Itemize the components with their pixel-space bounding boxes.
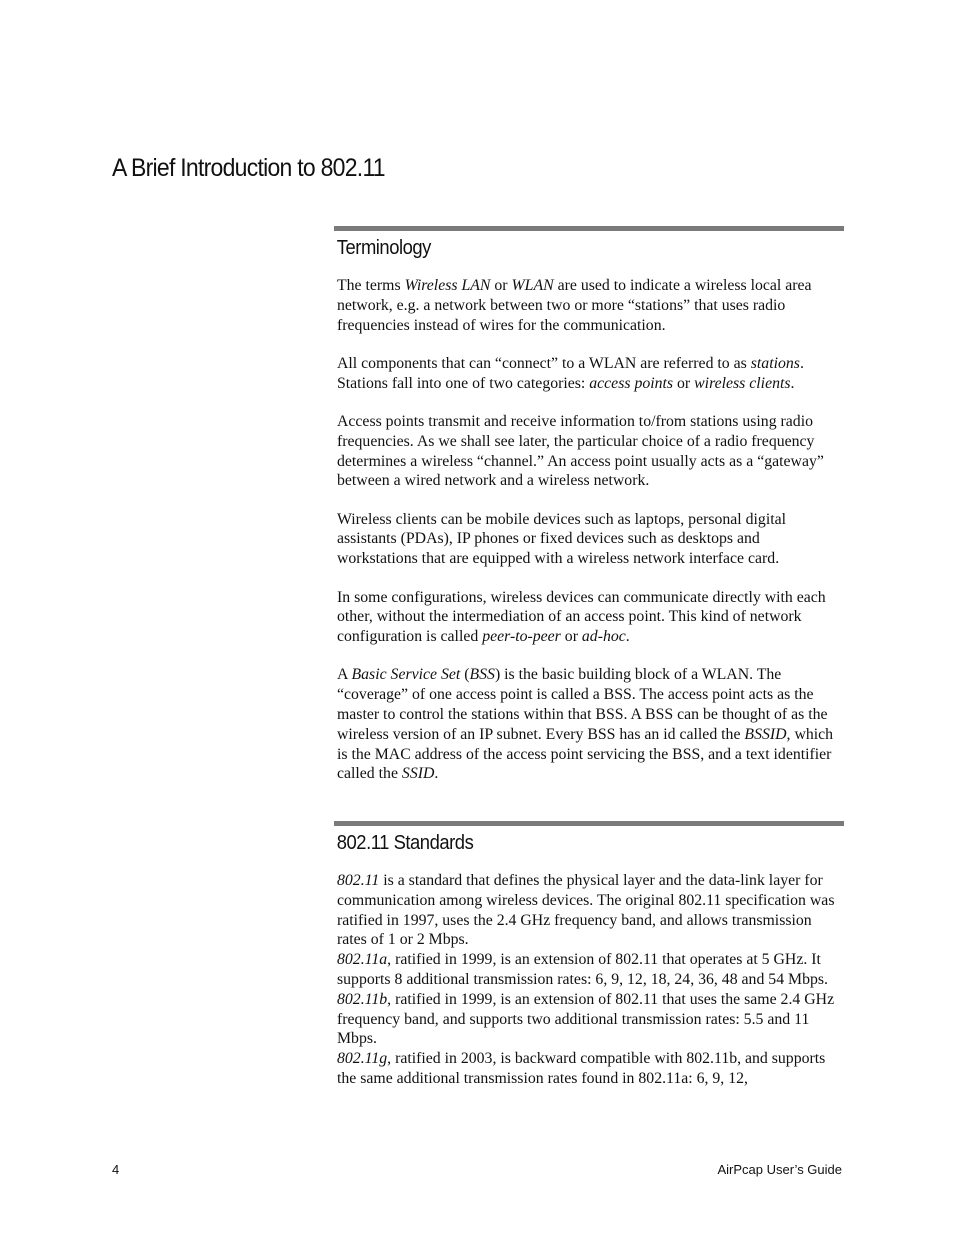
paragraph: 802.11b, ratified in 1999, is an extension of 802.11 that uses the same 2.4 GHz frequency band, and supports two additional transmission rates: 5.5 and 11 Mbps. — [337, 990, 835, 1048]
section-body — [334, 871, 844, 1089]
guide-title: AirPcap User’s Guide — [717, 1162, 842, 1177]
paragraph: All components that can “connect” to a WLAN are referred to as stations. Stations fall into one of two categories: access points or wireless clients. — [337, 354, 804, 392]
paragraph: 802.11a, ratified in 1999, is an extension of 802.11 that operates at 5 GHz. It supports 8 additional transmission rates: 6, 9, 12, 18, 24, 36, 48 and 54 Mbps. — [337, 951, 828, 988]
paragraph: Wireless clients can be mobile devices such as laptops, personal digital assistants (PDAs), IP phones or fixed devices such as desktops and workstations that are equipped with a wireless network interface card. — [337, 510, 787, 568]
paragraph: In some configurations, wireless devices can communicate directly with each other, without the intermediation of an access point. This kind of network configuration is called peer-to-peer or ad-hoc. — [337, 588, 826, 646]
section-rule — [334, 226, 844, 231]
chapter-title: A Brief Introduction to 802.11 — [112, 154, 385, 182]
paragraph: 802.11 is a standard that defines the physical layer and the data-link layer for communication among wireless devices. The original 802.11 specification was ratified in 1997, uses the 2.4 GHz frequency band, and allows transmission rates of 1 or 2 Mbps. — [337, 872, 835, 949]
paragraph: A Basic Service Set (BSS) is the basic building block of a WLAN. The “coverage” of one access point is called a BSS. The access point acts as the master to control the stations within that BSS. A BSS can be thought of as the wireless version of an IP subnet. Every BSS has an id called the BSSID, which is the MAC address of the access point servicing the BSS, and a text identifier called the SSID. — [337, 666, 834, 783]
section-terminology — [334, 226, 844, 803]
section-heading: Terminology — [336, 237, 431, 259]
paragraph: The terms Wireless LAN or WLAN are used to indicate a wireless local area network, e.g. a network between two or more “stations” that uses radio frequencies instead of wires for the communication. — [337, 277, 812, 334]
page-number: 4 — [112, 1162, 120, 1177]
paragraph: 802.11g, ratified in 2003, is backward compatible with 802.11b, and supports the same additional transmission rates found in 802.11a: 6, 9, 12, — [337, 1050, 826, 1087]
section-heading: 802.11 Standards — [336, 832, 474, 854]
paragraph: Access points transmit and receive information to/from stations using radio frequencies. As we shall see later, the particular choice of a radio frequency determines a wireless “channel.” An access point usually acts as a “gateway” between a wired network and a wireless network. — [337, 412, 824, 490]
section-standards — [334, 821, 844, 1089]
section-rule — [334, 821, 844, 826]
section-body — [334, 276, 844, 784]
